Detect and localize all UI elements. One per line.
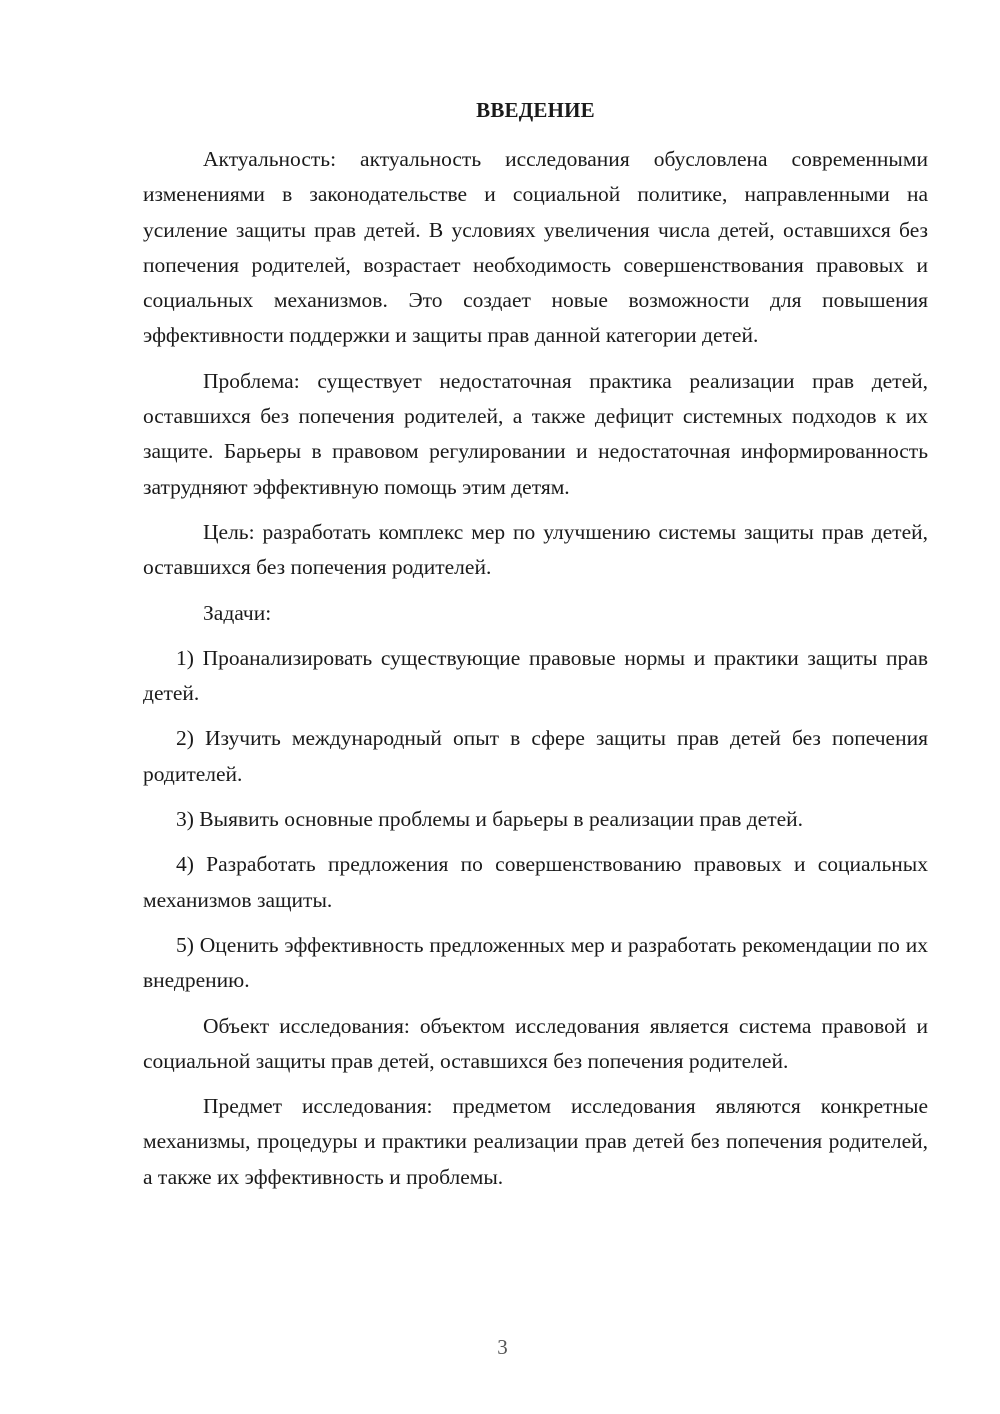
- paragraph-relevance: Актуальность: актуальность исследования обусловлена современными изменениями в законодательстве и социальной политике, направленными на усиление защиты прав детей. В условиях увеличения числа детей, оставшихся без попечения родителей, возрастает необходимость совершенствования правовых и социальных механизмов. Это создает новые возможности для повышения эффективности поддержки и защиты прав данной категории детей.: [143, 147, 928, 348]
- page-number: 3: [497, 1335, 508, 1359]
- task-item: 5) Оценить эффективность предложенных мер и разработать рекомендации по их внедрению.: [143, 932, 928, 993]
- paragraph-object: Объект исследования: объектом исследования является система правовой и социальной защиты прав детей, оставшихся без попечения родителей.: [143, 1013, 928, 1073]
- task-item: 3) Выявить основные проблемы и барьеры в реализации прав детей.: [176, 807, 804, 832]
- task-item: 1) Проанализировать существующие правовые нормы и практики защиты прав детей.: [143, 645, 928, 706]
- task-item: 2) Изучить международный опыт в сфере защиты прав детей без попечения родителей.: [143, 726, 928, 786]
- paragraph-goal: Цель: разработать комплекс мер по улучшению системы защиты прав детей, оставшихся без попечения родителей.: [143, 519, 928, 580]
- task-item: 4) Разработать предложения по совершенствованию правовых и социальных механизмов защиты.: [143, 852, 928, 912]
- document-body: [143, 142, 928, 1205]
- paragraph-problem: Проблема: существует недостаточная практика реализации прав детей, оставшихся без попечения родителей, а также дефицит системных подходов к их защите. Барьеры в правовом регулировании и недостаточная информированность затрудняют эффективную помощь этим детям.: [143, 368, 928, 499]
- paragraph-subject: Предмет исследования: предметом исследования являются конкретные механизмы, процедуры и практики реализации прав детей без попечения родителей, а также их эффективность и проблемы.: [143, 1094, 928, 1189]
- section-title: ВВЕДЕНИЕ: [476, 98, 595, 122]
- tasks-heading: Задачи:: [203, 600, 272, 625]
